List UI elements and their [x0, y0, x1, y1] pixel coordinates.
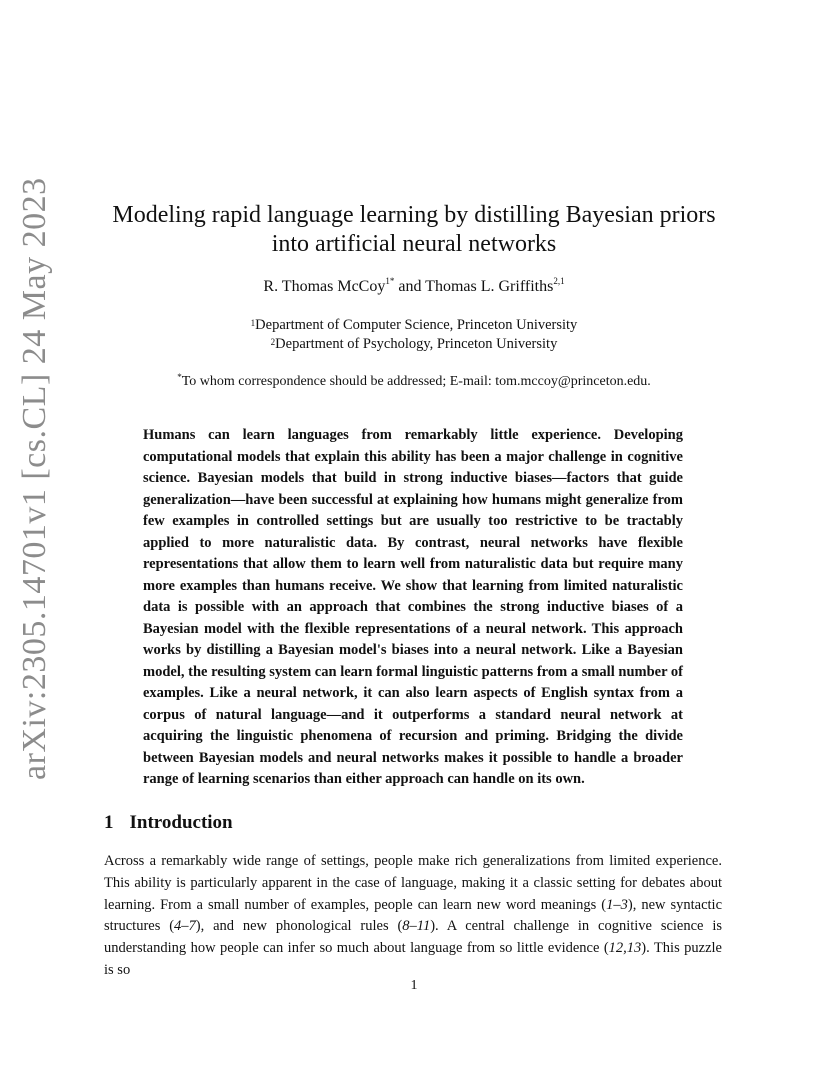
- citation-1: 1–3: [606, 896, 628, 913]
- intro-text-2: ), new syntactic structures (: [104, 896, 722, 935]
- section-heading: [104, 812, 233, 834]
- intro-text-5: ). This puzzle is so: [104, 940, 722, 978]
- arxiv-identifier-stamp: arXiv:2305.14701v1 [cs.CL] 24 May 2023: [16, 177, 53, 780]
- intro-paragraph: [104, 851, 722, 982]
- citation-3: 8–11: [402, 918, 431, 935]
- page-number: 1: [410, 978, 418, 993]
- section-number: 1: [104, 812, 114, 833]
- author-connector: and: [394, 278, 426, 295]
- correspondence-text: To whom correspondence should be addressed; E-mail: tom.mccoy@princeton.edu.: [181, 374, 651, 389]
- affiliations: [100, 316, 728, 354]
- correspondence-mark: *: [177, 372, 182, 382]
- author-list: [100, 278, 728, 296]
- section-title: Introduction: [129, 812, 233, 833]
- affiliation-1: [100, 316, 728, 335]
- author-griffiths: Thomas L. Griffiths: [425, 278, 554, 295]
- affiliation-2-text: Department of Psychology, Princeton University: [275, 336, 558, 352]
- affiliation-1-mark: 1: [250, 318, 256, 328]
- affiliation-1-text: Department of Computer Science, Princeton University: [255, 317, 578, 333]
- abstract: Humans can learn languages from remarkably little experience. Developing computational models that explain this ability has been a major challenge in cognitive science. Bayesian models that build in strong inductive biases—factors that guide generalization—have been successful at explaining how humans might generalize from few examples in controlled settings but are usually too restrictive to be tractably applied to more naturalistic data. By contrast, neural networks have flexible representations that allow them to learn well from naturalistic data but require many more examples than humans receive. We show that learning from limited naturalistic data is possible with an approach that combines the strong inductive biases of a Bayesian model with the flexible representations of a neural network. This approach works by distilling a Bayesian model's biases into a neural network. Like a Bayesian model, the resulting system can learn formal linguistic patterns from a small number of examples. Like a neural network, it can also learn aspects of English syntax from a corpus of natural language—and it outperforms a standard neural network at acquiring the linguistic phenomena of recursion and priming. Bridging the divide between Bayesian models and neural networks makes it possible to handle a broader range of learning scenarios than either approach can handle on its own.: [143, 427, 683, 787]
- title-line-1: Modeling rapid language learning by distilling Bayesian priors: [112, 202, 716, 228]
- intro-text-4: ). A central challenge in cognitive science is understanding how people can infer so much about language from so little evidence (: [104, 918, 722, 957]
- affiliation-2: [100, 335, 728, 354]
- intro-text-3: ), and new phonological rules (: [195, 918, 403, 935]
- paper-title: [100, 201, 728, 259]
- title-line-2: into artificial neural networks: [271, 231, 557, 257]
- intro-text-1: Across a remarkably wide range of settings, people make rich generalizations from limited experience. This ability is particularly apparent in the case of language, making it a classic setting for debates about learning. From a small number of examples, people can learn new word meanings (: [104, 853, 722, 913]
- author-mccoy-affil-mark: 1*: [385, 276, 395, 286]
- citation-4: 12,13: [608, 940, 642, 957]
- correspondence-note: [100, 374, 728, 390]
- citation-2: 4–7: [174, 918, 196, 935]
- author-griffiths-affil-mark: 2,1: [553, 276, 565, 286]
- affiliation-2-mark: 2: [270, 337, 276, 347]
- author-mccoy: R. Thomas McCoy: [263, 278, 386, 295]
